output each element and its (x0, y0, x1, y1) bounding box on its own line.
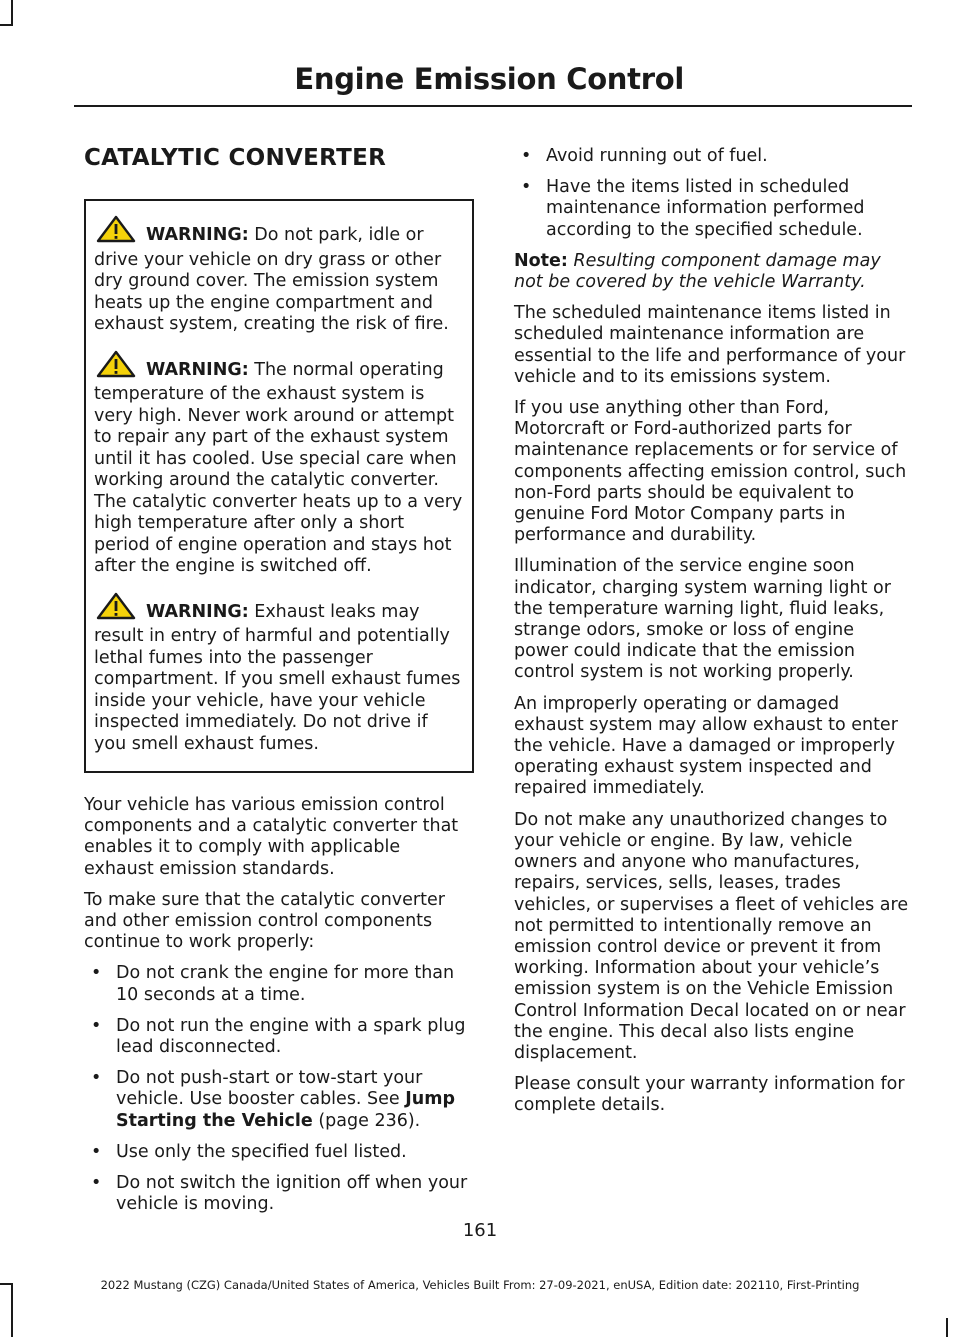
bullet-icon: • (91, 1141, 102, 1162)
page-number: 161 (462, 1220, 498, 1241)
list-item: • Have the items listed in scheduled maintenance information performed according to the specified schedule. (521, 177, 865, 240)
warning-box (84, 199, 474, 773)
warning-triangle-icon (96, 350, 136, 385)
list-item: • Do not crank the engine for more than 10 seconds at a time. (91, 963, 455, 1005)
warning-1 (94, 215, 464, 336)
bullet-icon: • (91, 1068, 102, 1089)
warning-text: Do not park, idle or drive your vehicle on dry grass or other dry ground cover. The emission system heats up the engine compartment and exhaust system, creating the risk of fire. (94, 225, 449, 334)
header-rule (74, 105, 912, 107)
crop-mark-top-left-vertical (11, 0, 13, 26)
warning-triangle-icon (96, 592, 136, 627)
bullet-icon: • (521, 146, 532, 166)
note-text: Resulting component damage may not be covered by the vehicle Warranty. (514, 250, 881, 293)
warranty-paragraph: Please consult your warranty information for complete details. (514, 1074, 905, 1116)
lead-in-paragraph: To make sure that the catalytic converter and other emission control components continue to work properly: (84, 889, 445, 953)
warning-label: WARNING: (146, 601, 249, 622)
left-bullet-list (84, 963, 474, 1215)
list-item: • Avoid running out of fuel. (521, 146, 768, 166)
note-paragraph (514, 251, 910, 293)
crop-mark-bottom-right-vertical (946, 1318, 948, 1337)
list-item: • Do not run the engine with a spark plug lead disconnected. (91, 1015, 466, 1058)
warning-text: Exhaust leaks may result in entry of harmful and potentially lethal fumes into the passenger compartment. If you smell exhaust fumes inside your vehicle, have your vehicle inspected immediately. Do not drive if you smell exhaust fumes. (94, 601, 461, 754)
right-column (514, 146, 910, 1127)
warning-label: WARNING: (146, 359, 249, 380)
right-bullet-list (514, 146, 910, 241)
warning-label: WARNING: (146, 225, 249, 245)
warning-triangle-icon (96, 215, 136, 250)
bullet-icon: • (521, 177, 532, 198)
parts-paragraph: If you use anything other than Ford, Motorcraft or Ford-authorized parts for maintenance replacements or for service of components affecting emission control, such non-Ford parts should be equivalent to genuine Ford Motor Company parts in performance and durability. (514, 398, 907, 546)
exhaust-paragraph: An improperly operating or damaged exhaust system may allow exhaust to enter the vehicle. Have a damaged or improperly operating exhaust system inspected and repaired immediately. (514, 693, 898, 799)
section-title: CATALYTIC CONVERTER (84, 145, 387, 171)
page-header-title: Engine Emission Control (294, 62, 684, 96)
illumination-paragraph: Illumination of the service engine soon indicator, charging system warning light or the temperature warning light, fluid leaks, strange odors, smoke or loss of engine power could indicate that the emission control system is not working properly. (514, 556, 891, 683)
list-item: • Do not switch the ignition off when your vehicle is moving. (91, 1173, 468, 1215)
page-footer: 2022 Mustang (CZG) Canada/United States of America, Vehicles Built From: 27-09-2021, enUSA, Edition date: 202110, First-Printing (100, 1278, 860, 1292)
warning-2 (94, 350, 464, 578)
jump-starting-link[interactable]: Jump Starting the Vehicle (116, 1089, 455, 1131)
warning-3 (94, 592, 464, 756)
intro-paragraph: Your vehicle has various emission control components and a catalytic converter that enables it to comply with applicable exhaust emission standards. (84, 795, 459, 879)
bullet-icon: • (91, 1015, 102, 1036)
unauthorized-changes-paragraph: Do not make any unauthorized changes to your vehicle or engine. By law, vehicle owners and anyone who manufactures, repairs, services, sells, leases, trades vehicles, or supervises a fleet of vehicles are not permitted to intentionally remove an emission control device or prevent it from working. Information about your vehicle’s emission system is on the Vehicle Emission Control Information Decal located on or near the engine. This decal also lists engine displacement. (514, 809, 909, 1063)
list-item: • Use only the specified fuel listed. (91, 1141, 407, 1162)
maintenance-paragraph: The scheduled maintenance items listed in scheduled maintenance information are essential to the life and performance of your vehicle and to its emissions system. (514, 303, 906, 387)
list-item: • Do not push-start or tow-start your vehicle. Use booster cables. See Jump Starting the Vehicle (page 236). (91, 1068, 455, 1131)
bullet-icon: • (91, 963, 102, 984)
warning-text: The normal operating temperature of the exhaust system is very high. Never work around or attempt to repair any part of the exhaust system until it has cooled. Use special care when working around the catalytic converter. The catalytic converter heats up to a very high temperature after only a short period of engine operation and stays hot after the engine is switched off. (94, 359, 463, 576)
bullet-icon: • (91, 1173, 102, 1194)
note-label: Note: (514, 250, 568, 271)
crop-mark-top-left-horizontal (0, 24, 13, 26)
left-column (84, 140, 474, 1225)
